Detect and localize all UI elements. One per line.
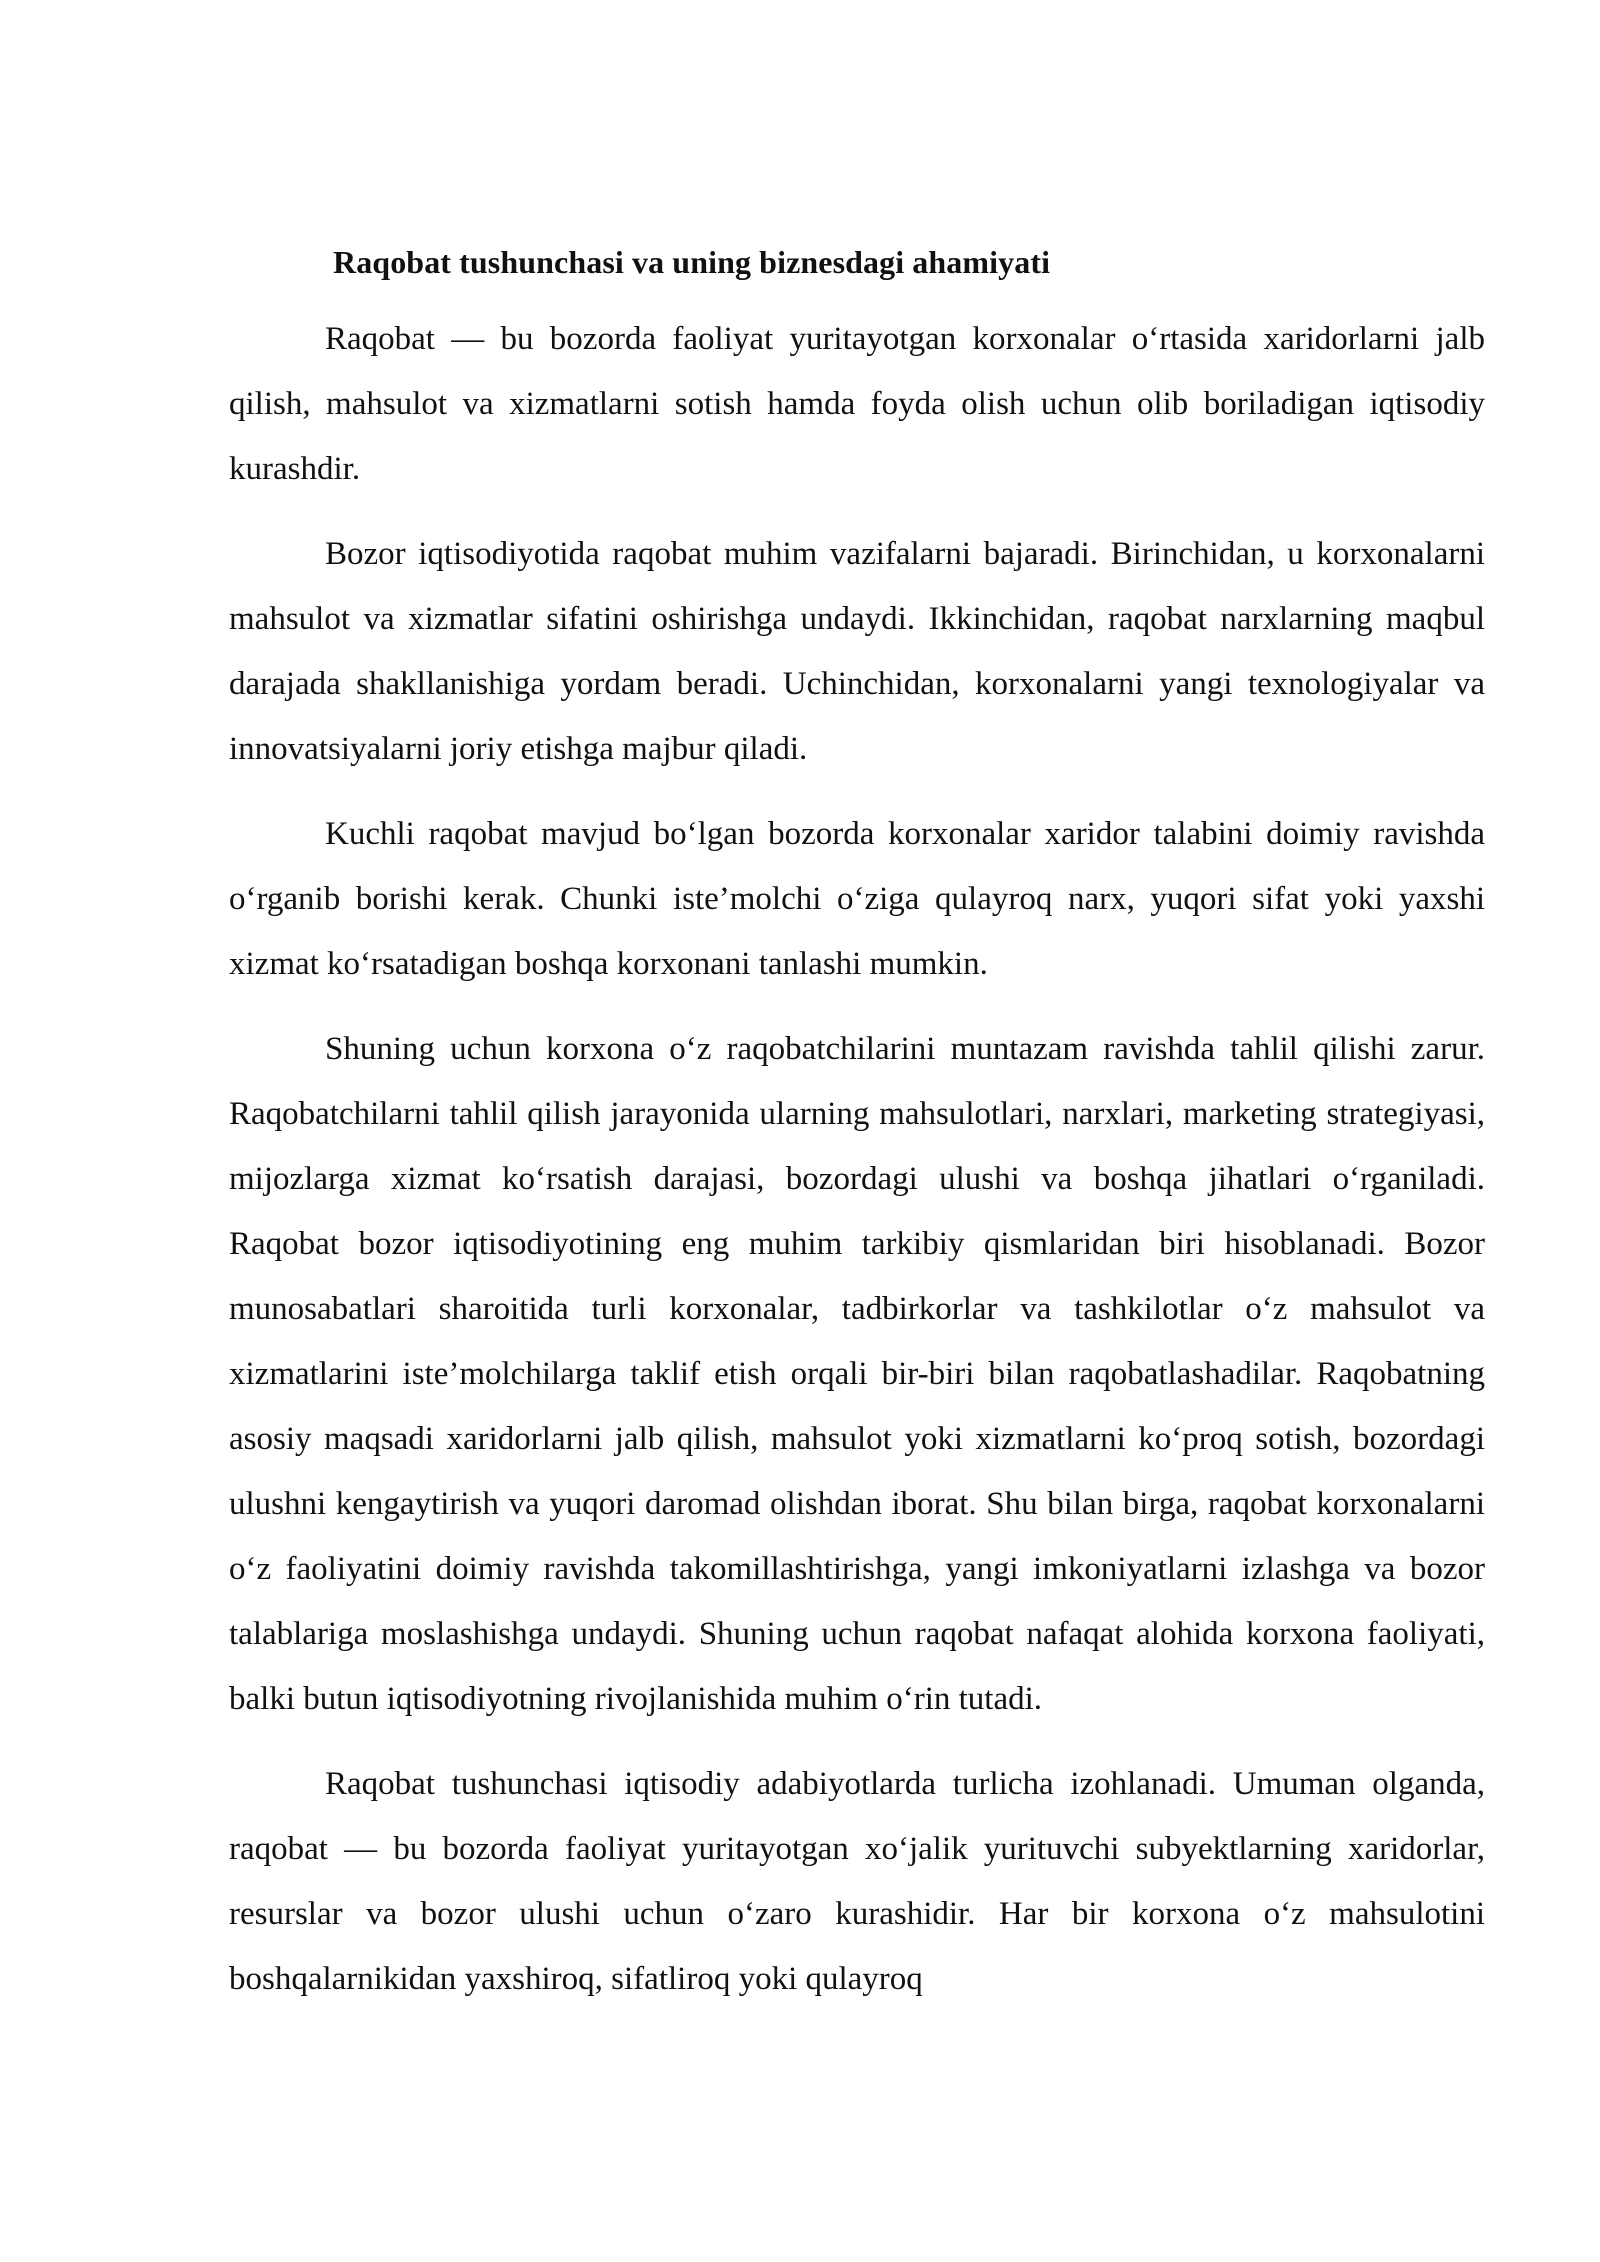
paragraph-definition: Raqobat — bu bozorda faoliyat yuritayotgan korxonalar o‘rtasida xaridorlarni jalb qilish, mahsulot va xizmatlarni sotish hamda foyda olish uchun olib boriladigan iqtisodiy kurashdir.: [229, 321, 1485, 487]
paragraph-competitor-analysis: Shuning uchun korxona o‘z raqobatchilarini muntazam ravishda tahlil qilishi zarur. Raqobatchilarni tahlil qilish jarayonida ularning mahsulotlari, narxlari, marketing strategiyasi, mijozlarga xizmat ko‘rsatish darajasi, bozordagi ulushi va boshqa jihatlari o‘rganiladi. Raqobat bozor iqtisodiyotining eng muhim tarkibiy qismlaridan biri hisoblanadi. Bozor munosabatlari sharoitida turli korxonalar, tadbirkorlar va tashkilotlar o‘z mahsulot va xizmatlarini iste’molchilarga taklif etish orqali bir-biri bilan raqobatlashadilar. Raqobatning asosiy maqsadi xaridorlarni jalb qilish, mahsulot yoki xizmatlarni ko‘proq sotish, bozordagi ulushni kengaytirish va yuqori daromad olishdan iborat. Shu bilan birga, raqobat korxonalarni o‘z faoliyatini doimiy ravishda takomillashtirishga, yangi imkoniyatlarni izlashga va bozor talablariga moslashishga undaydi. Shuning uchun raqobat nafaqat alohida korxona faoliyati, balki butun iqtisodiyotning rivojlanishida muhim o‘rin tutadi.: [229, 1031, 1485, 1717]
paragraph-strong-competition: Kuchli raqobat mavjud bo‘lgan bozorda korxonalar xaridor talabini doimiy ravishda o‘rganib borishi kerak. Chunki iste’molchi o‘ziga qulayroq narx, yuqori sifat yoki yaxshi xizmat ko‘rsatadigan boshqa korxonani tanlashi mumkin.: [229, 816, 1485, 982]
document-body: [229, 238, 1485, 2032]
document-title: Raqobat tushunchasi va uning biznesdagi ahamiyati: [333, 244, 1051, 280]
paragraph-functions: Bozor iqtisodiyotida raqobat muhim vazifalarni bajaradi. Birinchidan, u korxonalarni mahsulot va xizmatlar sifatini oshirishga undaydi. Ikkinchidan, raqobat narxlarning maqbul darajada shakllanishiga yordam beradi. Uchinchidan, korxonalarni yangi texnologiyalar va innovatsiyalarni joriy etishga majbur qiladi.: [229, 536, 1485, 767]
paragraph-concept: Raqobat tushunchasi iqtisodiy adabiyotlarda turlicha izohlanadi. Umuman olganda, raqobat — bu bozorda faoliyat yuritayotgan xo‘jalik yurituvchi subyektlarning xaridorlar, resurslar va bozor ulushi uchun o‘zaro kurashidir. Har bir korxona o‘z mahsulotini boshqalarnikidan yaxshiroq, sifatliroq yoki qulayroq: [229, 1766, 1485, 1997]
